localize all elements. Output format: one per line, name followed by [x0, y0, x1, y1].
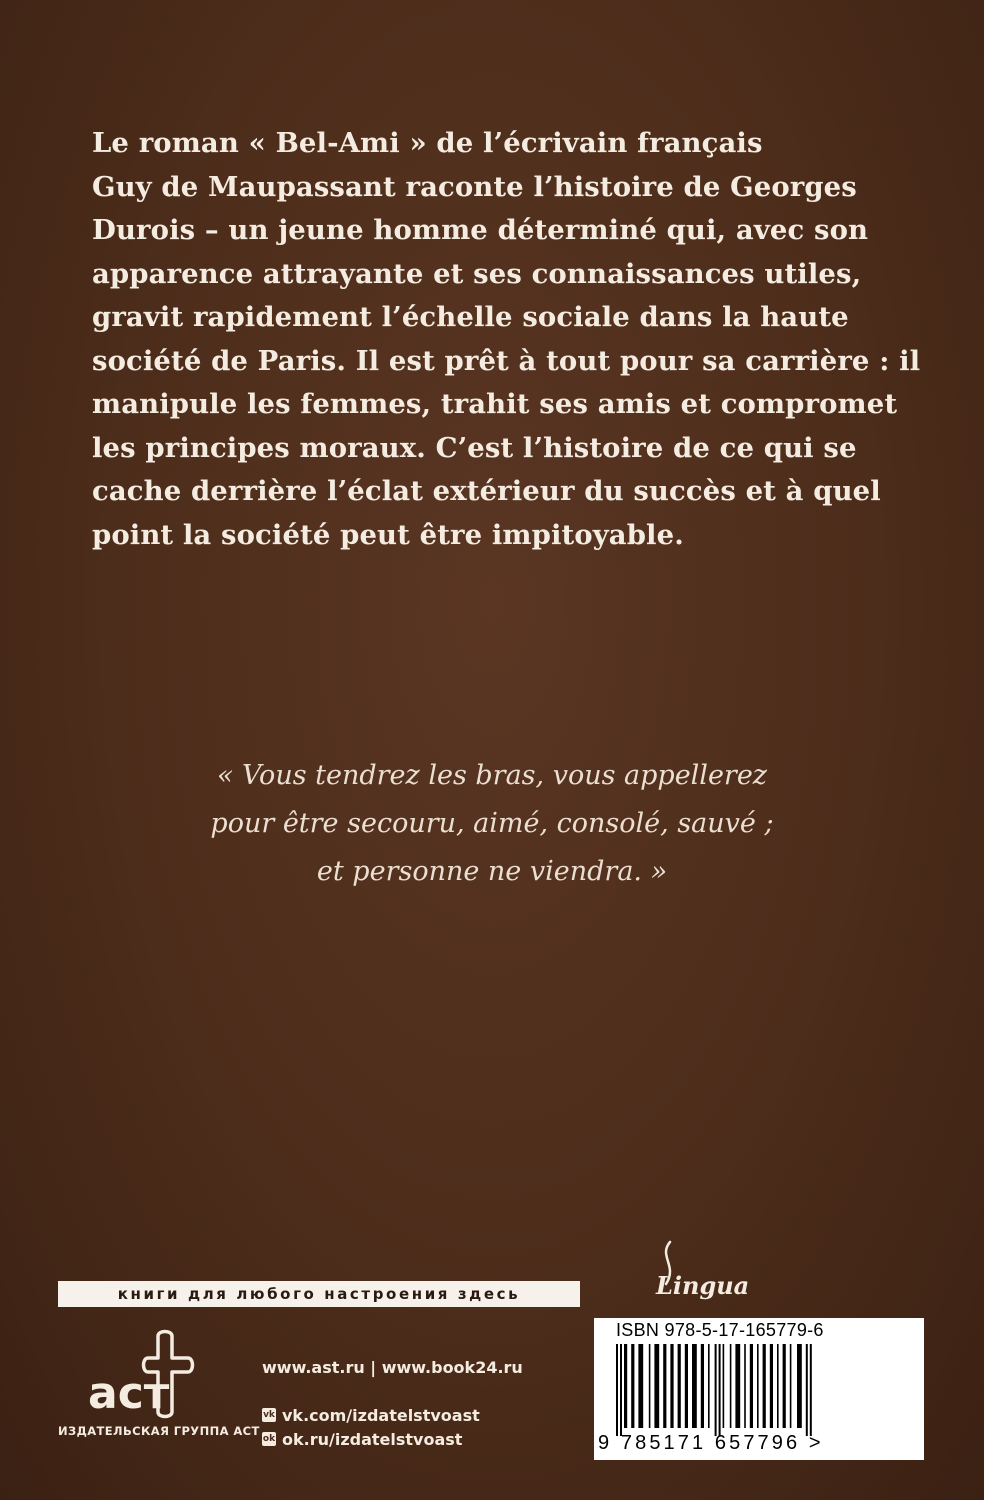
barcode	[594, 1318, 924, 1460]
vk-link-text: vk.com/izdatelstvoast	[282, 1405, 480, 1425]
barcode-bar	[777, 1344, 779, 1428]
ok-icon: ok	[262, 1434, 276, 1444]
barcode-bar	[678, 1344, 681, 1428]
barcode-bar	[723, 1344, 725, 1428]
blurb-line: société de Paris. Il est prêt à tout pour sa carrière : il	[92, 344, 921, 377]
barcode-bar	[763, 1344, 766, 1428]
barcode-bar	[735, 1344, 740, 1428]
blurb-line: point la société peut être impitoyable.	[92, 518, 684, 551]
quote-line: pour être secouru, aimé, consolé, sauvé ;	[210, 808, 774, 839]
barcode-bar	[810, 1344, 812, 1436]
barcode-bar	[670, 1344, 673, 1428]
barcode-bar	[692, 1344, 697, 1428]
barcode-bar	[616, 1344, 618, 1436]
barcode-bar	[708, 1344, 710, 1428]
barcode-bar	[638, 1344, 643, 1428]
vk-icon: vk	[263, 1410, 275, 1420]
barcode-bar	[685, 1344, 688, 1428]
publisher-links	[262, 1358, 523, 1451]
blurb-line: Guy de Maupassant raconte l’histoire de Georges	[92, 170, 857, 203]
blurb-text	[92, 122, 952, 557]
barcode-bar	[744, 1344, 746, 1428]
quote-line: et personne ne viendra. »	[316, 856, 668, 887]
isbn-text: ISBN 978-5-17-165779-6	[616, 1320, 824, 1340]
barcode-bar	[620, 1344, 622, 1436]
barcode-bar	[624, 1344, 627, 1428]
barcode-number: 9 785171 657796 >	[598, 1432, 824, 1454]
quote	[0, 752, 984, 896]
barcode-bar	[715, 1344, 717, 1436]
barcode-bars	[616, 1344, 906, 1436]
barcode-bar	[719, 1344, 721, 1436]
ok-link[interactable]	[262, 1427, 523, 1451]
barcode-bar	[730, 1344, 732, 1428]
blurb-line: Durois – un jeune homme déterminé qui, avec son	[92, 214, 869, 246]
ast-logo-text: аст	[88, 1368, 170, 1419]
barcode-bar	[631, 1344, 634, 1428]
barcode-bar	[797, 1344, 802, 1428]
vk-link[interactable]	[262, 1403, 523, 1427]
barcode-bar	[770, 1344, 773, 1428]
barcode-bar	[663, 1344, 666, 1428]
blurb-line: gravit rapidement l’échelle sociale dans la haute	[92, 301, 849, 333]
barcode-bar	[806, 1344, 808, 1436]
ast-logo-icon	[88, 1328, 198, 1420]
barcode-bar	[750, 1344, 753, 1428]
barcode-bar	[757, 1344, 759, 1428]
barcode-bar	[790, 1344, 792, 1428]
ok-link-text: ok.ru/izdatelstvoast	[282, 1429, 463, 1449]
barcode-bar	[649, 1344, 651, 1428]
lingua-logo-icon	[648, 1238, 768, 1308]
website-links[interactable]: www.ast.ru | www.book24.ru	[262, 1358, 523, 1377]
blurb-line: manipule les femmes, trahit ses amis et compromet	[92, 388, 898, 420]
publisher-block	[58, 1328, 268, 1448]
blurb-line: les principes moraux. C’est l’histoire de ce qui se	[92, 431, 857, 464]
barcode-bar	[783, 1344, 786, 1428]
blurb-line: apparence attrayante et ses connaissances utiles,	[92, 257, 862, 290]
quote-line: « Vous tendrez les bras, vous appellerez	[216, 760, 768, 791]
tagline-banner: книги для любого настроения здесь	[58, 1281, 580, 1307]
barcode-bar	[701, 1344, 704, 1428]
blurb-line: Le roman « Bel-Ami » de l’écrivain français	[92, 127, 763, 159]
lingua-logo-text: Lingua	[656, 1271, 750, 1300]
barcode-bar	[654, 1344, 659, 1428]
blurb-line: cache derrière l’éclat extérieur du succès et à quel	[92, 475, 881, 507]
publisher-caption: ИЗДАТЕЛЬСКАЯ ГРУППА АСТ	[58, 1424, 260, 1438]
